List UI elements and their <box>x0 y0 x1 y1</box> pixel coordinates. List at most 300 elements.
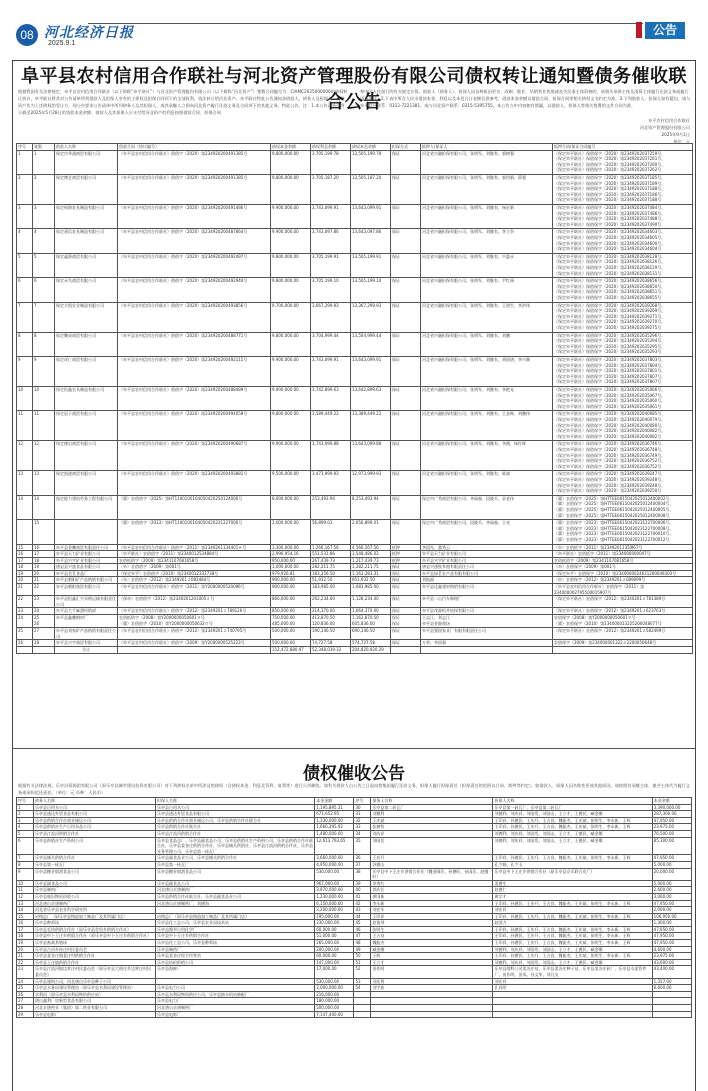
cell-debtor: 黄国新 <box>371 893 493 900</box>
cell-debtor: 乐亭县姜各庄镇姜庄村供销合作社 <box>33 953 155 960</box>
table-row <box>17 564 693 571</box>
cell-debtor: 乐亭县供销合作社商业储运公司 <box>33 817 155 824</box>
cell-debtor: 乐亭县供销社生产日用杂品公司 <box>33 824 155 831</box>
cell-debtor: 乐亭县畜禽养殖场 <box>33 940 155 947</box>
cell-debtor: 乐亭县中卜王庄乡供销合作社（魏金刚民、孙德旺、孙国民、赵继旺） <box>371 868 493 880</box>
cell-interest: 3,705,199.91 <box>311 253 351 277</box>
cell-debtor: 河北省乐亭县农业科学研究所 <box>33 907 155 914</box>
table-row <box>17 174 693 204</box>
cell-guarantor: 乐亭县糖业烟酒食品公司 <box>156 868 315 880</box>
cell-debtor: 李永新 <box>371 900 493 907</box>
cell-amount: 1,666,395.92 <box>315 824 354 831</box>
cell-count: 11 <box>33 411 55 441</box>
bookmark-icon <box>636 22 642 38</box>
cell-no: 51 <box>354 959 371 966</box>
cell-guarantors: 保定市广秀商贸有限公司、齐福森、段晓兵、袁老伟 <box>421 495 553 519</box>
cell-no: 8 <box>17 332 33 356</box>
cell-count: 4 <box>33 229 55 253</box>
cell-guarantor: 乐亭县供销合作社联合社 <box>156 824 315 831</box>
empty-cell <box>371 991 493 998</box>
cell-no: 40 <box>354 887 371 894</box>
cell-no: 16 <box>17 551 33 558</box>
cell-no: 42 <box>354 900 371 907</box>
cell-interest: 3,667,299.93 <box>311 302 351 332</box>
cell-guarantors: 河北省兴融担保有限公司、张明军、刘继有、兴惠永 <box>421 253 553 277</box>
cell-contract: （阜平县农村信用合作联社）借借字（2020）第234920200491385号 <box>118 174 271 204</box>
table-row <box>17 946 692 953</box>
cell-no: 49 <box>354 946 371 953</box>
cell-no: 21 <box>17 953 34 960</box>
cell-no: 12 <box>17 893 34 900</box>
cell-debtor: 臧金娜 <box>371 946 493 953</box>
cell-no: 1 <box>17 804 34 811</box>
cell-no: 11 <box>17 411 33 441</box>
cell-guarantor: 乐亭县食品总厂、乐亭县副食品公司、乐亭县供销社生产资料公司、乐亭县供销合作社联合社、乐亭县姜各庄供销合作社、乐亭县城关供销社、乐亭县汀流河供销合作社、乐亭县业务管理公司、乐亭县第一砖瓦厂 <box>157 837 314 854</box>
cell-borrower: 保定恒鑫农具制造有限公司 <box>55 386 118 410</box>
cell-amount: 60,000.00 <box>315 953 354 960</box>
masthead <box>0 0 708 58</box>
cell-guarantee: 保证 <box>391 577 421 584</box>
cell-guarantors: 河北省兴融担保有限公司、张明军、刘继有、刘鹏 <box>421 332 553 356</box>
cell-guarantors: 阜平县强国家具厂有限有限责任公司 <box>421 628 553 640</box>
cell-total: 13,505,199.10 <box>351 278 391 302</box>
empty-cell <box>371 1011 493 1018</box>
cell-interest: 3,743,099.88 <box>311 441 351 471</box>
cell-guarantor: 乐亭县纺织供销公司 <box>156 959 315 966</box>
cell-amount: 1,230,000.00 <box>315 893 354 900</box>
cell-amount: 5,000.00 <box>652 861 691 868</box>
cell-guarantor: 王印祥、孙德民、王庆升、王占良、魏振杰、王庆斌、张明生、李永新、王辉 <box>493 940 652 947</box>
column-header: 本金金额 <box>652 798 691 805</box>
cell-borrower: 阜平县兴宇矿业有限公司 <box>55 557 118 564</box>
cell-no: 2 <box>17 811 34 818</box>
cell-gcontracts: （阜平联社）农借抵字（2011）第234000000047号 <box>553 551 693 558</box>
cell-no: 15 <box>17 913 34 920</box>
debt-collection-table <box>16 797 692 1018</box>
cell-debtor: 乐亭县通达外贸食品有限公司 <box>33 811 155 818</box>
cell-debtor: 刘国发 <box>371 837 493 855</box>
cell-guarantor: 乐亭县电力厂 <box>156 998 315 1005</box>
cell-borrower: 保定丰凯农业制造有限公司 <box>55 302 118 332</box>
cell-principal: 500,000.00 <box>271 628 311 640</box>
table-row <box>17 824 692 831</box>
cell-amount: 60,000.00 <box>315 926 354 933</box>
cell-contract: （阜平县农村信用合作联社）借借字（2020）第234920200492115号 <box>118 356 271 386</box>
cell-guarantor: 王印祥、孙德民、王庆升、王占良、魏振杰、王庆斌、张明生、李永新、王辉 <box>493 953 652 960</box>
empty-cell <box>354 991 371 998</box>
cell-guarantor: 赵国力 <box>493 920 652 927</box>
cell-guarantors: 河北省兴融担保有限公司、张明军、刘继有、李艳光 <box>421 386 553 410</box>
column-header: 借款合同（协议编号） <box>118 144 271 151</box>
column-header: 笔数 <box>33 144 55 151</box>
cell-guarantee: 保证 <box>391 520 421 544</box>
cell-principal: 950,000.00 <box>271 557 311 564</box>
cell-guarantors: 李国军、董秀云 <box>421 544 553 551</box>
column-header: 借款人名称 <box>55 144 118 151</box>
cell-amount: 85,300.00 <box>652 837 691 855</box>
cell-guarantee: 保证 <box>391 628 421 640</box>
cell-guarantee: 保证 <box>391 150 421 174</box>
cell-interest: 3,743,099.91 <box>311 356 351 386</box>
cell-principal: 3,300,000.00 <box>271 544 311 551</box>
cell-interest: 262,234.00 <box>311 596 351 608</box>
cell-amount: 3,200,000.00 <box>315 907 354 914</box>
cell-guarantee: 保证 <box>391 356 421 386</box>
cell-debtor: 刘宏军 <box>371 907 493 914</box>
table-row <box>17 596 693 608</box>
cell-interest: 253,493.94 <box>311 495 351 519</box>
cell-principal: 500,000.00 <box>271 640 311 647</box>
table-row <box>17 880 692 887</box>
cell-gcontracts: （阜）农借保字（2009）第001号 <box>553 564 693 571</box>
table-row <box>17 913 692 920</box>
table-row <box>17 933 692 940</box>
total-row <box>17 647 693 654</box>
cell-contract: （保阜）农借借字（2012）第2340201201005２号 <box>118 596 271 608</box>
empty-cell <box>652 998 691 1005</box>
cell-no: 10 <box>17 880 34 887</box>
cell-guarantor: 乐亭县水利局物资供应公司、乐亭县抽水机站修配厂 <box>156 991 315 998</box>
cell-gcontracts: （保定阜平联社）农借保字（2012）第2349201２582499号 <box>553 628 693 640</box>
table-row <box>17 920 692 927</box>
cell-total: 13,389,449.22 <box>351 411 391 441</box>
cell-amount: 4,600.00 <box>652 946 691 953</box>
cell-contract: （阜）农借借字（2009）第001号 <box>118 564 271 571</box>
section-badge: 公告 <box>645 22 685 39</box>
cell-amount: 147,000.00 <box>315 959 354 966</box>
table-row <box>17 640 693 647</box>
cell-no: 10 <box>17 386 33 410</box>
cell-borrower: 阜平县金鹏商贸有限责任公司 <box>55 544 118 551</box>
cell-gcontracts: （阜）农借保字（2012）第2349201２089099号 <box>553 577 693 584</box>
cell-amount: 287,300.00 <box>652 811 691 818</box>
cell-total: 3,548,486.02 <box>351 551 391 558</box>
cell-borrower: 保定鑫源商贸有限公司 <box>55 253 118 277</box>
cell-guarantee: 保证 <box>391 174 421 204</box>
cell-contract: （阜平县农村信用合作联社）借借字（2012）第2349201２740795号 <box>118 628 271 640</box>
cell-debtor: 赵俊琴 <box>371 920 493 927</box>
cell-guarantor: 冶铸总厂（原乐亭县铸造加工制品厂及其所属门店） <box>156 913 315 920</box>
cell-no: 45 <box>354 920 371 927</box>
cell-amount: 530,000.00 <box>315 978 354 985</box>
cell-principal: 9,500,000.00 <box>271 471 311 495</box>
cell-guarantors: 河北省兴融担保有限公司、张明军、刘继有、杨宏新 <box>421 204 553 228</box>
cell-guarantors: 河北省兴融担保有限公司、张明军、刘继有、尹红洲 <box>421 278 553 302</box>
cell-amount: 76,500.00 <box>652 830 691 837</box>
cell-count: 1 <box>33 150 55 174</box>
cell-no: 5 <box>17 830 34 837</box>
cell-gcontracts: （保定阜平联社）保借保字（2020）第2349202037484号、 （保定阜平联社）保借保字（2020）第2349202037486号、 （保定阜平联社）保借保字（2020）第2349202037488号、 （保定阜平联社）保借保字（2020）第2349202037490号 <box>553 204 693 228</box>
cell-interest: 282,211.75 <box>311 564 351 571</box>
cell-amount: 2,000.00 <box>652 907 691 914</box>
cell-debtor: 乐亭县制药厂 <box>33 887 155 894</box>
cell-interest: 3,743,097.86 <box>311 229 351 253</box>
cell-guarantor: 孔令娟、孔令玉 <box>493 861 652 868</box>
cell-contract: （阜平县农村信用合作联社）借借字（2020）第234920200494058号 <box>118 411 271 441</box>
total-cell: 合计 <box>55 647 118 654</box>
cell-debtor: 冶铸总厂（原乐亭县铸造加工制品厂及其所属门店） <box>33 913 155 920</box>
table-row <box>17 557 693 564</box>
cell-gcontracts: （保定阜平联社）保借保字（2020）第2349202038656号、 （保定阜平联社）保借保字（2020）第2349202038650号、 （保定阜平联社）保借保字（2020）第2349202038651号、 （保定阜平联社）保借保字（2020）第2349202038655号 <box>553 278 693 302</box>
cell-guarantor: 刘德利、刘庆祥、刘国发、刘国山、王立才、王德民、臧金娜 <box>493 830 652 837</box>
cell-total: 13,504,999.44 <box>351 332 391 356</box>
cell-principal: 2,000,000.00 <box>271 520 311 544</box>
cell-no: 44 <box>354 913 371 920</box>
cell-no: 9 <box>17 868 34 880</box>
newspaper-logo: 河北经济日报 <box>44 25 134 41</box>
cell-no: 31 <box>354 811 371 818</box>
empty-cell <box>371 998 493 1005</box>
table-row <box>17 959 692 966</box>
cell-total: 13,505,199.78 <box>351 150 391 174</box>
cell-contract: （阜）农借借字（2012）第2349201２082484号 <box>118 577 271 584</box>
cell-interest: 3,742,899.63 <box>311 386 351 410</box>
cell-no: 24 <box>17 978 34 985</box>
table-row <box>17 991 692 998</box>
table-row <box>17 926 692 933</box>
cell-no: 6 <box>17 837 34 855</box>
table-row <box>17 868 692 880</box>
cell-total: 13,505,187.20 <box>351 174 391 204</box>
column-header: 本金金额 <box>315 798 354 805</box>
cell-borrower: 阜平县大千麻酒经销部 <box>55 608 118 615</box>
cell-no: 6 <box>17 278 33 302</box>
cell-interest: 3,704,999.44 <box>311 332 351 356</box>
cell-guarantors: 河北省兴融担保有限公司、张明军、刘继有、胡国唐、李兴顺 <box>421 356 553 386</box>
cell-debtor: 乐亭县副食品公司 <box>33 880 155 887</box>
cell-no: 39 <box>354 880 371 887</box>
cell-gcontracts: （阜）农借抵字（2011）第2349201135l967号 <box>553 544 693 551</box>
cell-no: 19 <box>17 570 33 577</box>
cell-no: 18 <box>17 564 33 571</box>
cell-no: 12 <box>17 441 33 471</box>
cell-debtor: 乐亭县日用水公司 <box>33 804 155 811</box>
empty-cell <box>391 647 421 654</box>
cell-amount: 500,000.00 <box>315 1005 354 1012</box>
cell-borrower: 保定致锦农具制造有限公司 <box>55 204 118 228</box>
cell-guarantee: 保证 <box>391 386 421 410</box>
cell-amount: 51,000.00 <box>315 933 354 940</box>
cell-gcontracts: （保定阜平联社）保借保字（2020）第2349202034603号、 （保定阜平联社）保借保字（2020）第2349202034605号、 （保定阜平联社）保借保字（2020）第2349202034600号、 （保定阜平联社）保借保字（2020）第2349202034604号 <box>553 229 693 253</box>
cell-contract: （阜平县农村信用合作联社）借借字（2011）第Y2000000520096号 <box>118 584 271 596</box>
empty-cell <box>354 998 371 1005</box>
cell-guarantor: 乐亭县中卜王庄乡供销合作社 <box>156 933 315 940</box>
signature-line: 2025年9月1日 <box>661 132 690 137</box>
column-header: 抵押人/保证人 <box>421 144 553 151</box>
cell-borrower: 唐县县兴盛食品有限公司 <box>55 564 118 571</box>
cell-gcontracts: 农借保字（2008）第Y2000000050601９号 （冀）农借保字（2010）第234000013225200048077号 <box>553 615 693 628</box>
cell-amount: 200,000.00 <box>315 946 354 953</box>
cell-count: 24 <box>33 608 55 615</box>
cell-no: 7 <box>17 302 33 332</box>
cell-borrower: 保定祥仁商贸有限公司 <box>55 356 118 386</box>
cell-total: 1,163,283.31 <box>351 570 391 577</box>
cell-count: 15 <box>33 520 55 544</box>
cell-borrower: 保定德岩商贸有限公司 <box>55 441 118 471</box>
table-row <box>17 411 693 441</box>
cell-debtor: 乐亭县废旧物资回收公司 <box>33 893 155 900</box>
cell-gcontracts: （保定阜平联社）农借保字（2012）第2349201２623763号 <box>553 608 693 615</box>
cell-no: 18 <box>17 933 34 940</box>
table-row <box>17 887 692 894</box>
column-header: 序号 <box>354 798 371 805</box>
notice1-title: 阜平县农村信用合作联社与河北资产管理股份有限公司债权转让通知暨债务催收联合公告 <box>21 66 687 113</box>
cell-count: 16 <box>33 544 55 551</box>
cell-guarantor: 乐亭县供销合作社联合社、乐亭县副食品业公司 <box>156 893 315 900</box>
cell-guarantors: 阜平县天力矿业有限公司 <box>421 551 553 558</box>
cell-no: 14 <box>17 907 34 914</box>
table-row <box>17 985 692 992</box>
cell-guarantors: 河北省兴融担保有限公司、张明军、刘继有、陈斌 <box>421 471 553 495</box>
unit-label: 单位：元 <box>673 139 690 144</box>
cell-total: 1,282,211.75 <box>351 564 391 571</box>
table-row <box>17 830 692 837</box>
cell-no: 1 <box>17 150 33 174</box>
cell-principal: 850,000.00 <box>271 608 311 615</box>
cell-interest: 551,531.86 <box>311 551 351 558</box>
notice1-signature <box>640 117 690 145</box>
cell-no: 35 <box>354 837 371 855</box>
cell-interest: 183,985.00 <box>311 584 351 596</box>
cell-debtor: 乐亭县建筑公司、河北唐山乐亭县种子公司 <box>33 978 155 985</box>
cell-amount: 671,652.95 <box>315 811 354 818</box>
cell-no: 53 <box>354 978 371 985</box>
cell-total: 1,064,370.00 <box>351 608 391 615</box>
cell-total: 690,140.50 <box>351 628 391 640</box>
cell-count: 7 <box>33 302 55 332</box>
cell-principal: 9,800,000.00 <box>271 174 311 204</box>
cell-contract: （阜平县农村信用合作联社）借借字（2011）第2349201134401８号 <box>118 544 271 551</box>
cell-count: 27 <box>33 628 55 640</box>
cell-amount: 3,000.00 <box>652 893 691 900</box>
cell-guarantee: 保证 <box>391 471 421 495</box>
cell-guarantors: 河北省兴融担保有限公司、张明军、刘继有、郭树强 <box>421 150 553 174</box>
table-row <box>17 150 693 174</box>
table-row <box>17 817 692 824</box>
cell-guarantors: 河北省兴融担保有限公司、张明军、刘继有、李德、杨红辉 <box>421 441 553 471</box>
cell-no: 23 <box>17 966 34 978</box>
table-row <box>17 520 693 544</box>
total-cell: 52,348,039.32 <box>311 647 351 654</box>
table-row <box>17 608 693 615</box>
cell-count: 17 <box>33 551 55 558</box>
cell-no: 50 <box>354 953 371 960</box>
cell-amount: 6,150,000.00 <box>315 900 354 907</box>
cell-amount: 3,970,000.00 <box>315 887 354 894</box>
cell-count: 9 <box>33 356 55 386</box>
cell-no: 5 <box>17 253 33 277</box>
empty-cell <box>118 647 271 654</box>
cell-count: 14 <box>33 495 55 519</box>
cell-principal: 9,800,000.00 <box>271 332 311 356</box>
cell-gcontracts: （保定阜平联社）农借保字（2012）第2340201２781389号 <box>553 596 693 608</box>
cell-total: 13,505,199.91 <box>351 253 391 277</box>
cell-gcontracts: （阜平县农村信用合作联社）农借保字（2011）第234000002795500015907号 <box>553 584 693 596</box>
cell-no: 13 <box>17 900 34 907</box>
cell-amount: 1,300.00 <box>652 920 691 927</box>
empty-cell <box>493 1005 652 1012</box>
cell-debtor: 乐亭县毛纺供销合作社（原乐亭县会里乡供销合作社） <box>33 926 155 933</box>
cell-guarantee: 保证 <box>391 584 421 596</box>
cell-total: 8,253,493.94 <box>351 495 391 519</box>
cell-guarantor: 乐亭县汀流河供销合作社 <box>156 830 315 837</box>
cell-contract: （阜平县农村信用合作联社）借借字（2012）第2349201２789126号 <box>118 608 271 615</box>
cell-no: 16 <box>17 920 34 927</box>
cell-no: 28 <box>17 1005 34 1012</box>
cell-borrower: 阜平县天力矿业有限公司 <box>55 551 118 558</box>
cell-guarantors: 河北省兴融担保有限公司、张明军、刘继有、王金辉、刘鹏伟 <box>421 411 553 441</box>
cell-debtor: 张明生 <box>371 926 493 933</box>
cell-guarantor: 乐亭县烟科公司姜各庄站、乐亭县姜各庄种子站、乐亭县姜各庄砖厂、乐亭县水泥管件厂、田作明、田凤、孙文华、刘凡友 <box>493 966 652 978</box>
cell-no: 26 <box>17 640 33 647</box>
cell-borrower: 保定鹏成商贸有限公司 <box>55 332 118 356</box>
cell-interest: 3,743,099.91 <box>311 204 351 228</box>
cell-contract: 农借抵借字（2008）第Y2000000050601９号 （冀）农借借字（2010）第Y2000000050632０号 <box>118 615 271 628</box>
cell-count: 6 <box>33 278 55 302</box>
cell-debtor: 张树牧 <box>371 824 493 831</box>
cell-no <box>17 520 33 544</box>
table-row <box>17 953 692 960</box>
cell-gcontracts: （保定阜平联社）保借保字（2020）第2349202037259号、 （保定阜平联社）保借保字（2020）第2349202037261号、 （保定阜平联社）保借保字（2020）第2349202037260号、 （保定阜平联社）保借保字（2020）第2349202037262号 <box>553 150 693 174</box>
cell-no: 17 <box>17 926 34 933</box>
cell-guarantee: 保证 <box>391 608 421 615</box>
cell-gcontracts: （保定阜平联社）保借保字（2020）第2349202038128号、 （保定阜平联社）保借保字（2020）第2349202038126号、 （保定阜平联社）保借保字（2020）第2349202038129号、 （保定阜平联社）保借保字（2020）第2349202038131号 <box>553 253 693 277</box>
cell-borrower: 阜平县美茗食品厂 <box>55 570 118 577</box>
cell-borrower: 保定能力建筑劳务工程有限公司 <box>55 495 118 519</box>
cell-principal: 9,900,000.00 <box>271 229 311 253</box>
cell-guarantee: 保证 保证 <box>391 615 421 628</box>
cell-guarantor: 王印祥、孙德民、王庆升、王占良、魏振杰、王庆斌、张明生、李永新、王辉 <box>493 900 652 907</box>
cell-guarantor: 乐亭县穆翠日用化学厂 <box>156 926 315 933</box>
cell-count: 18 <box>33 557 55 564</box>
cell-debtor: 唐山鑫利厂房新型食品有限公司 <box>33 998 155 1005</box>
cell-amount: 47,950.00 <box>652 817 691 824</box>
cell-amount: 2,600.00 <box>652 887 691 894</box>
cell-no: 37 <box>354 861 371 868</box>
cell-guarantor: 乐亭县第一砖瓦厂 <box>156 861 315 868</box>
table-row <box>17 861 692 868</box>
cell-no: 15 <box>17 544 33 551</box>
cell-debtor: 苏德山 <box>371 861 493 868</box>
cell-no: 54 <box>354 985 371 992</box>
cell-gcontracts: （保定阜平联社）保借保字（2020）第2349202039247号、 （保定阜平联社）保借保字（2020）第2349202039248号、 （保定阜平联社）保借保字（2020）第2349202039248号、 （保定阜平联社）保借保字（2020）第2349202039250号 <box>553 471 693 495</box>
cell-guarantor: 乐亭县供销合作社商业储运公司、乐亭县供销合作社联合社 <box>156 817 315 824</box>
cell-gcontracts: （保定阜平联社）保借保字（2020）第2349202037803号、 （保定阜平联社）保借保字（2020）第2349202037804号、 （保定阜平联社）保借保字（2020）第2349202037801号、 （保定阜平联社）保借保字（2020）第2349202037807号、 （保定阜平联社）保借保字（2020）第2349202037807号 <box>553 356 693 386</box>
cell-interest: 3,473,999.93 <box>311 471 351 495</box>
cell-gcontracts: （保定阜平联社）保借保字（2020）第2349202040085号、 （保定阜平联社）保借保字（2020）第2349202040079号、 （保定阜平联社）保借保字（2020）第2349202040080号、 （保定阜平联社）保借保字（2020）第2349202040082号、 （保定阜平联社）保借保字（2020）第2349202040082号 <box>553 411 693 441</box>
cell-amount: 180,000.00 <box>315 998 354 1005</box>
notice2-intro: 根据有关法律法规，乐亭汾资源团有限公司（原乐亭县城市建设投资有限公司）对下列债权名单中所涉及的债权（含债权本金、利息及罚利、复利等）进行公告催收。请有关借款人自公告之日起向我集团履行还款义务，担保人履行担保责任（担保责任的范围以合同、裁判等约定），如借款人、担保人因名称变更或其他原因，请按照其承继主体、兼并主体代为履行义务或承担偿还责任。（单位：元 币种：人民币） <box>18 783 691 795</box>
cell-total: 1,162,870.50 605,836.00 <box>351 615 391 628</box>
cell-total: 1,217,439.73 <box>351 557 391 564</box>
cell-debtor: 乐亭县汀流河供销合作社 <box>33 830 155 837</box>
cell-debtor: 水利局（原乐亭县水利局物资供应站） <box>33 991 155 998</box>
cell-guarantor: 王印祥、孙德民、王庆升、王占良、魏振杰、王庆斌、张明生、李永新、王辉 <box>493 817 652 824</box>
cell-principal: 9,900,000.00 <box>271 386 311 410</box>
cell-amount: 23,975.00 <box>652 953 691 960</box>
cell-amount: 6,600.00 <box>652 985 691 992</box>
cell-debtor: 河北唐山京唐制药厂 <box>33 900 155 907</box>
table-row <box>17 551 693 558</box>
cell-guarantor: 刘德利、刘庆祥、刘国发、刘国山、王立才、王德民、臧金娜 <box>493 811 652 818</box>
table-row <box>17 804 692 811</box>
cell-amount: 216,000.00 <box>315 991 354 998</box>
cell-amount: 265,000.00 <box>315 940 354 947</box>
cell-borrower: 阜平县鑫鹏钢材厂 <box>55 615 118 628</box>
cell-contract: （冀）农借借字（2023）第HT1100100104050420231227000号 <box>118 520 271 544</box>
cell-total: 574,727.58 <box>351 640 391 647</box>
cell-no: 17 <box>17 557 33 564</box>
